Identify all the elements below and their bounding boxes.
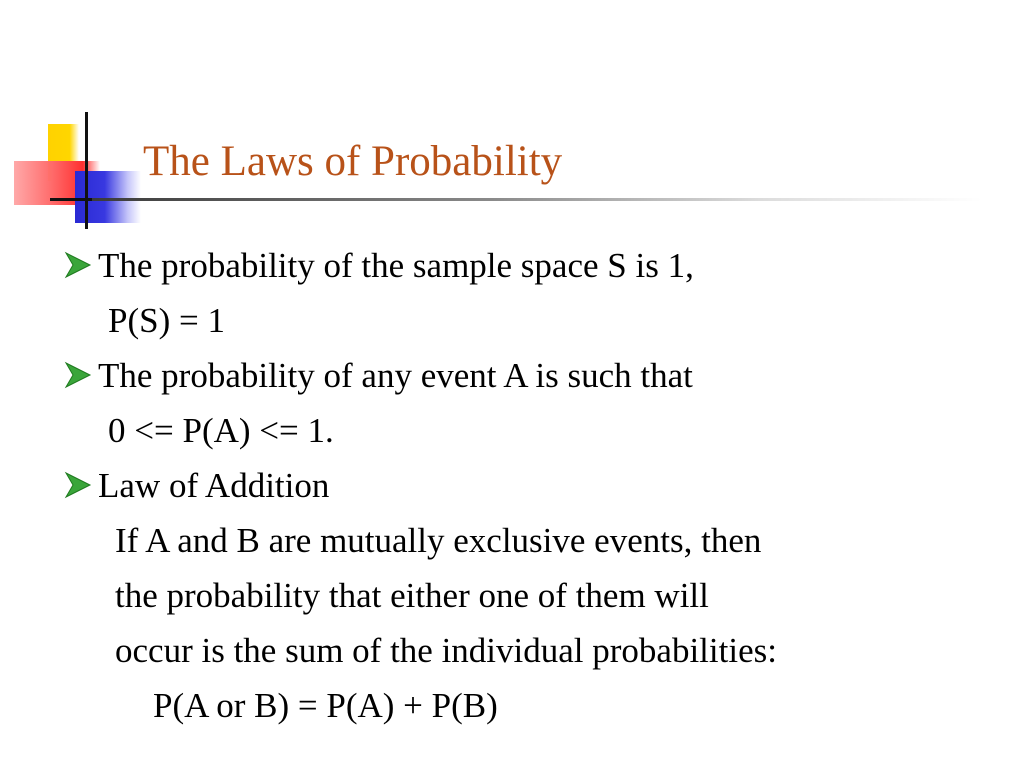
bullet-item-sample-space [62,238,1002,293]
bullet-detail: 0 <= P(A) <= 1. [108,411,334,450]
bullet-item-event-range [62,348,1002,403]
bullet-text: The probability of any event A is such that [98,356,693,395]
formula-line: P(A or B) = P(A) + P(B) [153,686,498,725]
bullet-text: The probability of the sample space S is 1, [98,246,694,285]
title-underline [92,198,982,201]
bullet-detail: P(S) = 1 [108,301,225,340]
bullet-detail: If A and B are mutually exclusive events, then [115,521,762,560]
logo-vertical-line [85,112,88,229]
slide-title: The Laws of Probability [143,138,563,185]
arrow-bullet-icon [64,361,92,389]
logo-horizontal-line [50,198,96,201]
decorative-logo [0,0,160,240]
bullet-detail: the probability that either one of them will [115,576,709,615]
arrow-bullet-icon [64,251,92,279]
arrow-bullet-icon [64,471,92,499]
slide-body [62,238,1002,733]
bullet-detail: occur is the sum of the individual probabilities: [115,631,777,670]
bullet-item-law-of-addition [62,458,1002,513]
bullet-text: Law of Addition [98,466,330,505]
